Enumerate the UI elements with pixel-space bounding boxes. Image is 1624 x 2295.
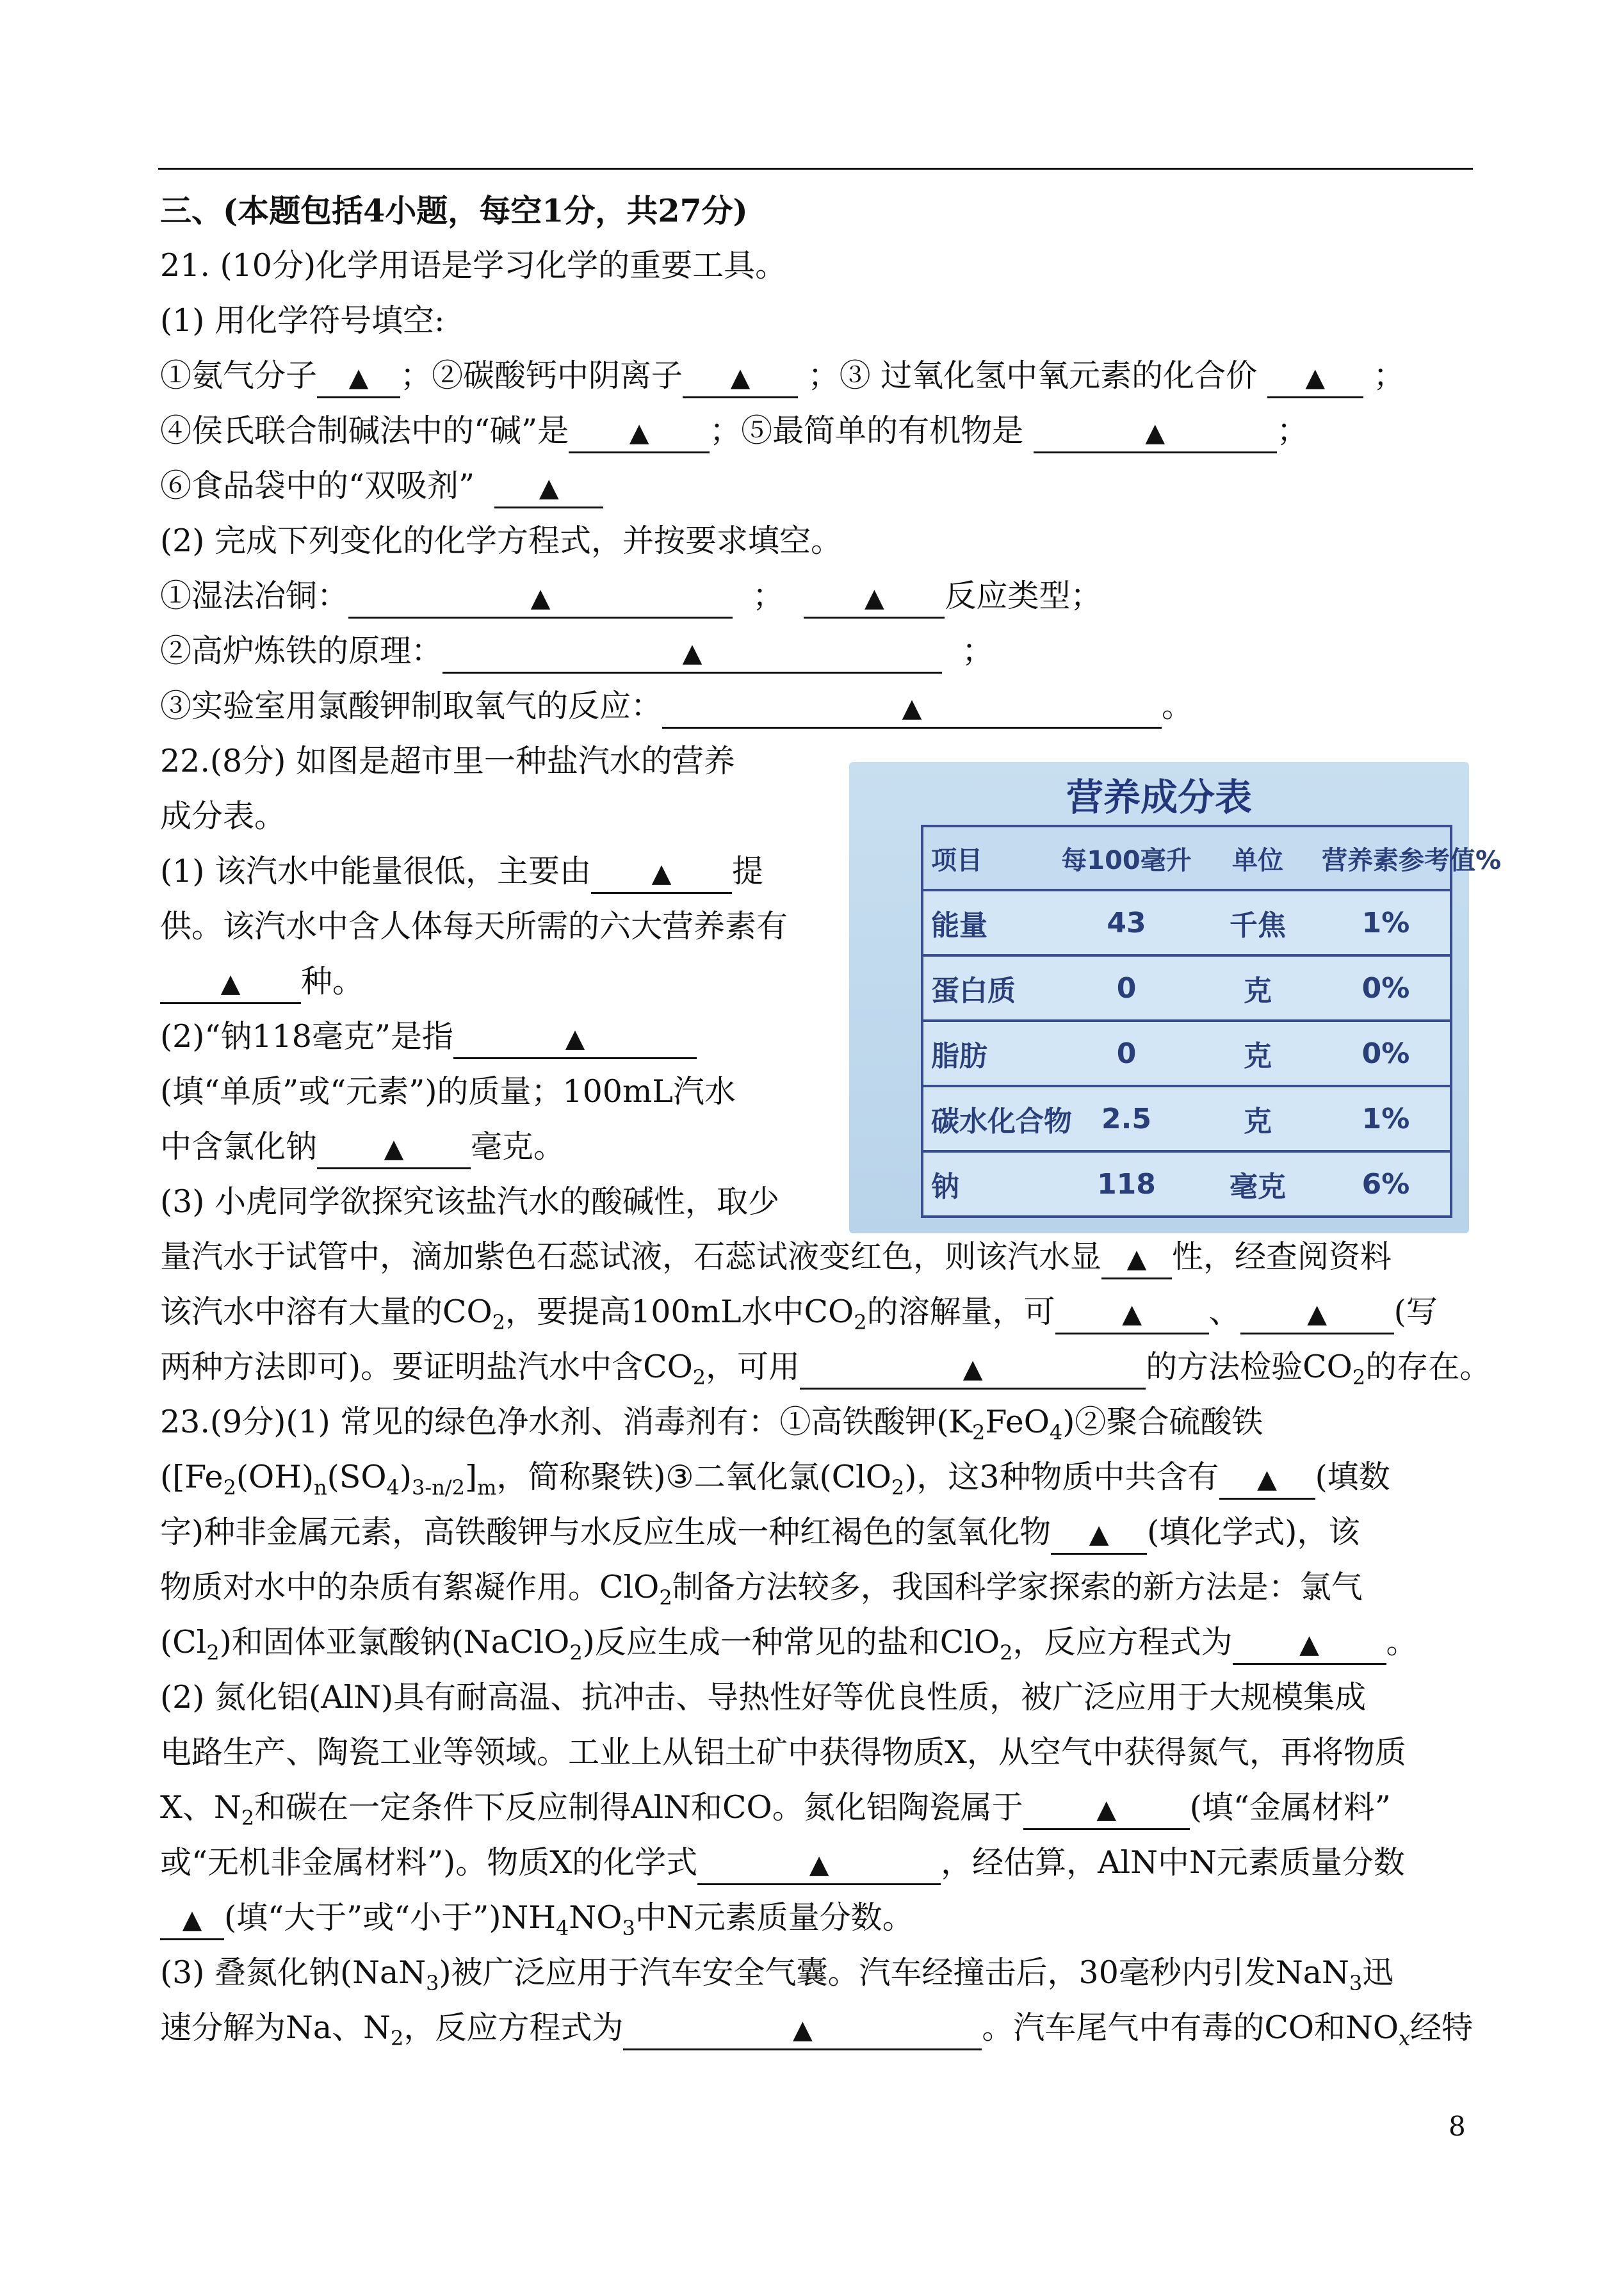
answer-blank[interactable]: ▲ [443, 633, 942, 674]
table-cell: 碳水化合物 [931, 1105, 1072, 1138]
q21-line2: ④侯氏联合制碱法中的“碱”是 ▲ ；⑤最简单的有机物是 ▲ ； [160, 410, 1479, 453]
q23-line1: 23.(9分)(1) 常见的绿色净水剂、消毒剂有：①高铁酸钾$(K_2FeO_4)②$聚合硫酸铁 [160, 1404, 1263, 1445]
answer-blank[interactable]: ▲ [697, 1844, 941, 1885]
table-row [923, 1022, 1450, 1087]
q21-line6: ③实验室用氯酸钾制取氧气的反应： ▲ 。 [160, 685, 1479, 729]
q22-line1: 22.(8分) 如图是超市里一种盐汽水的营养 [160, 743, 735, 779]
q23-line7: 电路生产、陶瓷工业等领域。工业上从铝土矿中获得物质X，从空气中获得氮气，再将物质 [160, 1734, 1406, 1771]
table-header-cell: 项目 [931, 845, 982, 875]
header-rule [158, 168, 1473, 170]
table-cell: 克 [1244, 1105, 1272, 1138]
q23-line9: 或“无机非金属材料”)。物质X的化学式 ▲ ，经估算，AlN中N元素质量分数 [160, 1842, 1479, 1885]
q23-line11: (3) 叠氮化钠(NaN$_3$)被广泛应用于汽车安全气囊。汽车经撞击后，30毫秒内引发NaN$_3$迅 [160, 1954, 1394, 1995]
answer-blank[interactable]: ▲ [591, 853, 732, 894]
answer-blank[interactable]: ▲ [662, 688, 1162, 729]
q22-line8: 中含氯化钠 ▲ 毫克。 [160, 1126, 1479, 1169]
q22-line11: 该汽水中溶有大量的$CO_2$，要提高100mL水中$CO_2$的溶解量，可 ▲ 、 ▲ (写 [160, 1293, 1438, 1334]
table-cell: 1% [1361, 1102, 1410, 1135]
table-cell: 克 [1244, 975, 1272, 1007]
table-cell: 蛋白质 [931, 975, 1016, 1007]
q22-line10: 量汽水于试管中，滴加紫色石蕊试液，石蕊试液变红色，则该汽水显 ▲ 性，经查阅资料 [160, 1236, 1479, 1279]
q21-part1-label: (1) 用化学符号填空: [160, 302, 445, 339]
answer-blank[interactable]: ▲ [160, 963, 301, 1004]
q21-line1: ①氨气分子 ▲ ；②碳酸钙中阴离子 ▲ ；③ 过氧化氢中氧元素的化合价 ▲ ； [160, 355, 1479, 398]
table-cell: 1% [1361, 906, 1410, 939]
table-cell: 0% [1361, 1037, 1410, 1070]
answer-blank[interactable]: ▲ [160, 1899, 224, 1940]
q23-line5: $(Cl_2)$和固体亚氯酸钠(NaClO$_2$)反应生成一种常见的盐和ClO$_2$，反应方程式为 ▲ 。 [160, 1624, 1418, 1665]
table-cell: 118 [1097, 1167, 1156, 1201]
table-cell: 千焦 [1230, 909, 1286, 942]
answer-blank[interactable]: ▲ [1023, 1789, 1190, 1830]
q23-line6: (2) 氮化铝(AlN)具有耐高温、抗冲击、导热性好等优良性质，被广泛应用于大规模集成 [160, 1679, 1367, 1715]
q21-line4: ①湿法冶铜： ▲ ； ▲ 反应类型； [160, 575, 1479, 619]
table-header-row [923, 827, 1502, 891]
answer-blank[interactable]: ▲ [623, 2009, 982, 2050]
answer-blank[interactable]: ▲ [1034, 412, 1277, 453]
table-row [923, 891, 1450, 957]
table-cell: 毫克 [1230, 1171, 1286, 1203]
section-heading: 三、(本题包括4小题，每空1分，共27分) [160, 192, 748, 229]
q21-part2-label: (2) 完成下列变化的化学方程式，并按要求填空。 [160, 523, 842, 559]
q22-line2: 成分表。 [160, 798, 286, 834]
table-cell: 0 [1116, 1037, 1137, 1070]
table-row [923, 1087, 1450, 1153]
q23-line10: ▲ (填“大于”或“小于$”)NH_4NO_3$中N元素质量分数。 [160, 1897, 1479, 1940]
q22-line3: (1) 该汽水中能量很低，主要由 ▲ 提 [160, 850, 1479, 894]
q21-title: 21. (10分)化学用语是学习化学的重要工具。 [160, 247, 787, 284]
table-row [923, 1153, 1450, 1215]
answer-blank[interactable]: ▲ [1101, 1238, 1172, 1279]
answer-blank[interactable]: ▲ [569, 412, 710, 453]
table-cell: 钠 [931, 1171, 959, 1203]
answer-blank[interactable]: ▲ [1240, 1293, 1394, 1334]
table-cell: 脂肪 [931, 1040, 987, 1073]
q22-line4: 供。该汽水中含人体每天所需的六大营养素有 [160, 908, 788, 945]
q23-line3: 字)种非金属元素，高铁酸钾与水反应生成一种红褐色的氢氧化物 ▲ (填化学式)，该 [160, 1511, 1479, 1555]
answer-blank[interactable]: ▲ [1267, 357, 1363, 398]
answer-blank[interactable]: ▲ [683, 357, 798, 398]
table-header-cell: 营养素参考值% [1322, 845, 1502, 875]
answer-blank[interactable]: ▲ [1233, 1624, 1386, 1665]
table-cell: 43 [1107, 906, 1146, 939]
q22-line6: (2)“钠118毫克”是指 ▲ [160, 1016, 1479, 1059]
answer-blank[interactable]: ▲ [1219, 1459, 1315, 1500]
q23-line8: X、$N_2$和碳在一定条件下反应制得AlN和CO。氮化铝陶瓷属于 ▲ (填“金属材料” [160, 1789, 1391, 1830]
answer-blank[interactable]: ▲ [494, 467, 603, 508]
q22-line9: (3) 小虎同学欲探究该盐汽水的酸碱性，取少 [160, 1183, 779, 1220]
q21-line5: ②高炉炼铁的原理： ▲ ； [160, 630, 1479, 674]
answer-blank[interactable]: ▲ [1051, 1514, 1147, 1555]
table-cell: 0 [1116, 971, 1137, 1005]
table-cell: 6% [1361, 1167, 1410, 1201]
table-header-cell: 单位 [1232, 845, 1283, 875]
q22-line5: ▲ 种。 [160, 961, 1479, 1004]
nutrition-table [921, 825, 1502, 1218]
nutrition-table-title: 营养成分表 [1066, 775, 1252, 819]
q21-line3: ⑥食品袋中的“双吸剂” ▲ [160, 465, 1479, 508]
answer-blank[interactable]: ▲ [800, 1349, 1146, 1390]
table-row [923, 957, 1450, 1022]
answer-blank[interactable]: ▲ [317, 357, 400, 398]
answer-blank[interactable]: ▲ [317, 1128, 471, 1169]
table-cell: 0% [1361, 971, 1410, 1005]
answer-blank[interactable]: ▲ [453, 1018, 697, 1059]
answer-blank[interactable]: ▲ [1055, 1293, 1209, 1334]
table-header-cell: 每100毫升 [1061, 845, 1192, 875]
q23-line2: ($[Fe_2(OH)_n(SO_4)_{3-n/2}]_m$，简称聚铁)③二氧化氯(ClO$_2$)，这3种物质中共含有 ▲ (填数 [160, 1459, 1390, 1500]
table-cell: 2.5 [1101, 1102, 1151, 1135]
q23-line12: 速分解为Na、$N_2$，反应方程式为 ▲ 。汽车尾气中有毒的CO和$NO_x$经特 [160, 2009, 1474, 2050]
q22-line12: 两种方法即可)。要证明盐汽水中含$CO_2$，可用 ▲ 的方法检验$CO_2$的存在。 [160, 1349, 1491, 1390]
answer-blank[interactable]: ▲ [804, 578, 945, 619]
page-number: 8 [1449, 2111, 1466, 2142]
nutrition-table-image [849, 762, 1502, 1233]
q23-line4: 物质对水中的杂质有絮凝作用。ClO$_2$制备方法较多，我国科学家探索的新方法是：氯气 [160, 1569, 1363, 1610]
answer-blank[interactable]: ▲ [348, 578, 733, 619]
table-cell: 克 [1244, 1040, 1272, 1073]
q22-line7: (填“单质”或“元素”)的质量；100mL汽水 [160, 1073, 736, 1110]
table-cell: 能量 [931, 909, 987, 942]
